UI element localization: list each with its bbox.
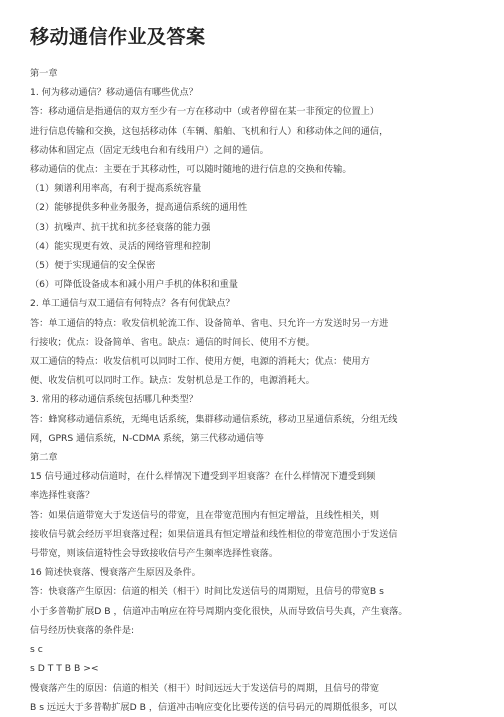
answer-text: 答：如果信道带宽大于发送信号的带宽，且在带宽范围内有恒定增益，且线性相关，则: [30, 509, 380, 521]
answer-text: 移动通信的优点：主要在于其移动性，可以随时随地的进行信息的交换和传输。: [30, 164, 352, 176]
formula-text: s c: [30, 644, 43, 656]
answer-text: 行接收；优点：设备简单、省电。缺点：通信的时间长、使用不方便。: [30, 336, 315, 348]
list-item: （3）抗噪声、抗干扰和抗多径衰落的能力强: [30, 221, 211, 233]
question-text: 16 简述快衰落、慢衰落产生原因及条件。: [30, 567, 201, 579]
document-body: [30, 64, 478, 717]
document-title: 移动通信作业及答案: [30, 26, 206, 48]
list-item: （2）能够提供多种业务服务，提高通信系统的通用性: [30, 202, 248, 214]
list-item: （1）频谱利用率高，有利于提高系统容量: [30, 183, 202, 195]
answer-text: 接收信号就会经历平坦衰落过程；如果信道具有恒定增益和线性相位的带宽范围小于发送信: [30, 528, 398, 540]
answer-text: 便、收发信机可以同时工作。缺点：发射机总是工作的，电源消耗大。: [30, 375, 315, 387]
answer-text: B s 远远大于多普勒扩展D B ，信道冲击响应变化比要传送的信号码元的周期低很多，可以: [30, 701, 397, 713]
answer-text: 慢衰落产生的原因：信道的相关（相干）时间远远大于发送信号的周期，且信号的带宽: [30, 682, 380, 694]
question-text: 15 信号通过移动信道时，在什么样情况下遭受到平坦衰落？在什么样情况下遭受到频: [30, 471, 376, 483]
answer-text: 答：蜂窝移动通信系统，无绳电话系统，集群移动通信系统，移动卫星通信系统，分组无线: [30, 413, 398, 425]
question-text: 3. 常用的移动通信系统包括哪几种类型？: [30, 394, 198, 406]
list-item: （6）可降低设备成本和减小用户手机的体积和重量: [30, 279, 238, 291]
chapter-heading: 第一章: [30, 68, 58, 79]
question-text: 1. 何为移动通信？移动通信有哪些优点？: [30, 87, 198, 99]
answer-text: 小于多普勒扩展D B ，信道冲击响应在符号周期内变化很快，从而导致信号失真，产生衰落。: [30, 605, 408, 617]
question-text: 率选择性衰落？: [30, 490, 95, 502]
list-item: （4）能实现更有效、灵活的网络管理和控制: [30, 240, 211, 252]
chapter-heading: 第二章: [30, 452, 58, 464]
answer-text: 网，GPRS 通信系统，N-CDMA 系统，第三代移动通信等: [30, 432, 264, 444]
answer-text: 答：单工通信的特点：收发信机轮流工作、设备简单、省电、只允许一方发送时另一方进: [30, 317, 389, 329]
formula-text: s D T T B B ><: [30, 663, 99, 675]
answer-text: 进行信息传输和交换，这包括移动体（车辆、船舶、飞机和行人）和移动体之间的通信，: [30, 125, 389, 137]
answer-text: 答：移动通信是指通信的双方至少有一方在移动中（或者停留在某一非预定的位置上）: [30, 106, 380, 118]
answer-text: 双工通信的特点：收发信机可以同时工作、使用方便，电源的消耗大；优点：使用方: [30, 356, 370, 368]
answer-text: 答：快衰落产生原因：信道的相关（相干）时间比发送信号的周期短，且信号的带宽B s: [30, 586, 384, 598]
answer-text: 信号经历快衰落的条件是:: [30, 624, 135, 636]
answer-text: 移动体和固定点（固定无线电台和有线用户）之间的通信。: [30, 144, 269, 156]
question-text: 2. 单工通信与双工通信有何特点？各有何优缺点？: [30, 298, 235, 310]
list-item: （5）便于实现通信的安全保密: [30, 260, 156, 272]
answer-text: 号带宽，则该信道特性会导致接收信号产生频率选择性衰落。: [30, 548, 279, 560]
